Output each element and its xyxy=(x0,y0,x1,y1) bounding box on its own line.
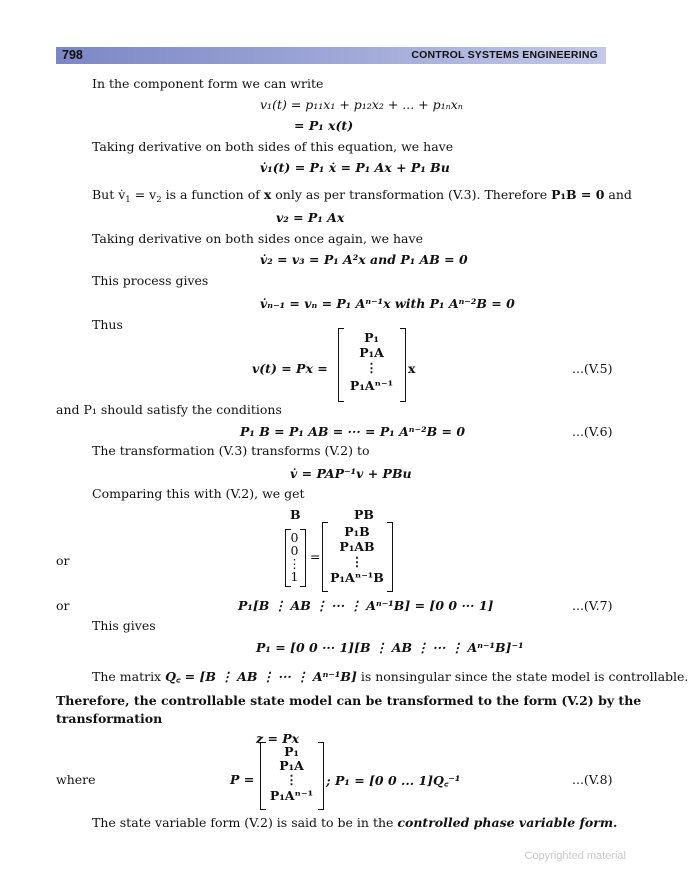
vector-cell: 0 xyxy=(290,530,299,545)
vector-cell: 0 xyxy=(290,543,299,558)
eq-v5-x: x xyxy=(408,361,416,376)
eq-number-v5: ...(V.5) xyxy=(572,361,613,376)
sub-one: 1 xyxy=(125,195,131,205)
equals-sign: = xyxy=(310,549,321,564)
text-but-v1dot: But v̇ xyxy=(92,187,126,202)
vector-cell: 1 xyxy=(290,569,299,584)
eq-p1-solution: P₁ = [0 0 ··· 1][B ⋮ AB ⋮ ··· ⋮ Aⁿ⁻¹B]⁻¹ xyxy=(256,640,524,655)
eq-conditions: P₁ B = P₁ AB = ··· = P₁ Aⁿ⁻²B = 0 xyxy=(240,424,466,439)
eq-v2-dot: v̇₂ = v₃ = P₁ A²x and P₁ AB = 0 xyxy=(260,252,468,267)
bracket-right xyxy=(400,328,406,402)
text-and: and xyxy=(604,187,632,202)
eq-v5-lhs: v(t) = Px = xyxy=(252,361,328,376)
eq-v1-expansion: v₁(t) = p₁₁x₁ + p₁₂x₂ + ... + p₁ₙxₙ xyxy=(260,97,463,112)
vector-cell: P₁AB xyxy=(339,539,375,554)
page-number: 798 xyxy=(62,48,83,62)
matrix-cell: P₁A xyxy=(359,345,384,360)
matrix-cell: P₁ xyxy=(284,744,299,759)
eq-v1-p1x: = P₁ x(t) xyxy=(294,118,354,133)
vector-cell: P₁Aⁿ⁻¹B xyxy=(330,570,384,585)
matrix-cell: ⋮ xyxy=(285,772,298,787)
para-process-gives: This process gives xyxy=(92,273,209,288)
para-component-form: In the component form we can write xyxy=(92,76,324,91)
text-the-matrix: The matrix xyxy=(92,669,166,684)
sub-two: 2 xyxy=(156,195,162,205)
para-thus: Thus xyxy=(92,317,123,332)
eq-vn-dot: v̇ₙ₋₁ = vₙ = P₁ Aⁿ⁻¹x with P₁ Aⁿ⁻²B = 0 xyxy=(260,296,515,311)
eq-z-px: z = Px xyxy=(256,731,300,746)
eq-v8-lhs: P = xyxy=(230,772,255,787)
matrix-cell: ⋮ xyxy=(365,360,378,375)
label-b: B xyxy=(290,507,301,522)
para-p1-conditions: and P₁ should satisfy the conditions xyxy=(56,402,282,417)
text-function-of: is a function of xyxy=(161,187,264,202)
eq-qc: Q꜀ = [B ⋮ AB ⋮ ··· ⋮ Aⁿ⁻¹B] xyxy=(165,669,357,684)
para-derivative-again: Taking derivative on both sides once again, we have xyxy=(92,231,423,246)
text-nonsingular: is nonsingular since the state model is controllable. xyxy=(356,669,688,684)
text-state-variable: The state variable form (V.2) is said to be in the xyxy=(92,815,398,830)
page-header-bar xyxy=(56,47,606,64)
copyright-watermark: Copyrighted material xyxy=(524,850,626,862)
matrix-cell: P₁Aⁿ⁻¹ xyxy=(349,378,394,393)
word-or-2: or xyxy=(56,598,70,613)
para-taking-derivative: Taking derivative on both sides of this equation, we have xyxy=(92,139,454,154)
para-comparing: Comparing this with (V.2), we get xyxy=(92,486,305,501)
para-state-variable-form xyxy=(92,815,617,830)
eq-number-v6: ...(V.6) xyxy=(572,424,613,439)
text-eq-v: = v xyxy=(130,187,157,202)
word-where: where xyxy=(56,772,96,787)
matrix-cell: P₁Aⁿ⁻¹ xyxy=(269,788,314,803)
label-pb: PB xyxy=(354,507,374,522)
para-therefore: Therefore, the controllable state model can be transformed to the form (V.2) by the xyxy=(56,693,642,708)
eq-p1-block: P₁[B ⋮ AB ⋮ ··· ⋮ Aⁿ⁻¹B] = [0 0 ··· 1] xyxy=(238,598,494,613)
matrix-cell: P₁ xyxy=(364,330,379,345)
vector-cell: ⋮ xyxy=(288,556,301,571)
para-this-gives: This gives xyxy=(92,618,156,633)
text-x-bold: x xyxy=(263,187,272,202)
eq-v2: v₂ = P₁ Ax xyxy=(276,210,345,225)
text-p1b-zero: P₁B = 0 xyxy=(551,187,605,202)
eq-number-v8: ...(V.8) xyxy=(572,772,613,787)
vector-cell: ⋮ xyxy=(350,554,364,569)
eq-v1-dot: v̇₁(t) = P₁ ẋ = P₁ Ax + P₁ Bu xyxy=(260,160,450,175)
para-transformation-word: transformation xyxy=(56,711,163,726)
word-or-1: or xyxy=(56,553,70,568)
eq-v8-rhs: ; P₁ = [0 0 ... 1]Q꜀⁻¹ xyxy=(326,773,461,788)
eq-number-v7: ...(V.7) xyxy=(572,598,613,613)
vector-cell: P₁B xyxy=(344,524,370,539)
text-transformation: only as per transformation (V.3). Therefore xyxy=(271,187,552,202)
book-title: CONTROL SYSTEMS ENGINEERING xyxy=(411,49,598,61)
matrix-cell: P₁A xyxy=(279,758,304,773)
para-transformation: The transformation (V.3) transforms (V.2) to xyxy=(92,443,370,458)
eq-v-dot: v̇ = PAP⁻¹v + PBu xyxy=(290,466,412,481)
text-controlled-phase: controlled phase variable form. xyxy=(397,815,618,830)
para-matrix-qc xyxy=(92,668,688,685)
para-but-v1 xyxy=(92,187,632,205)
